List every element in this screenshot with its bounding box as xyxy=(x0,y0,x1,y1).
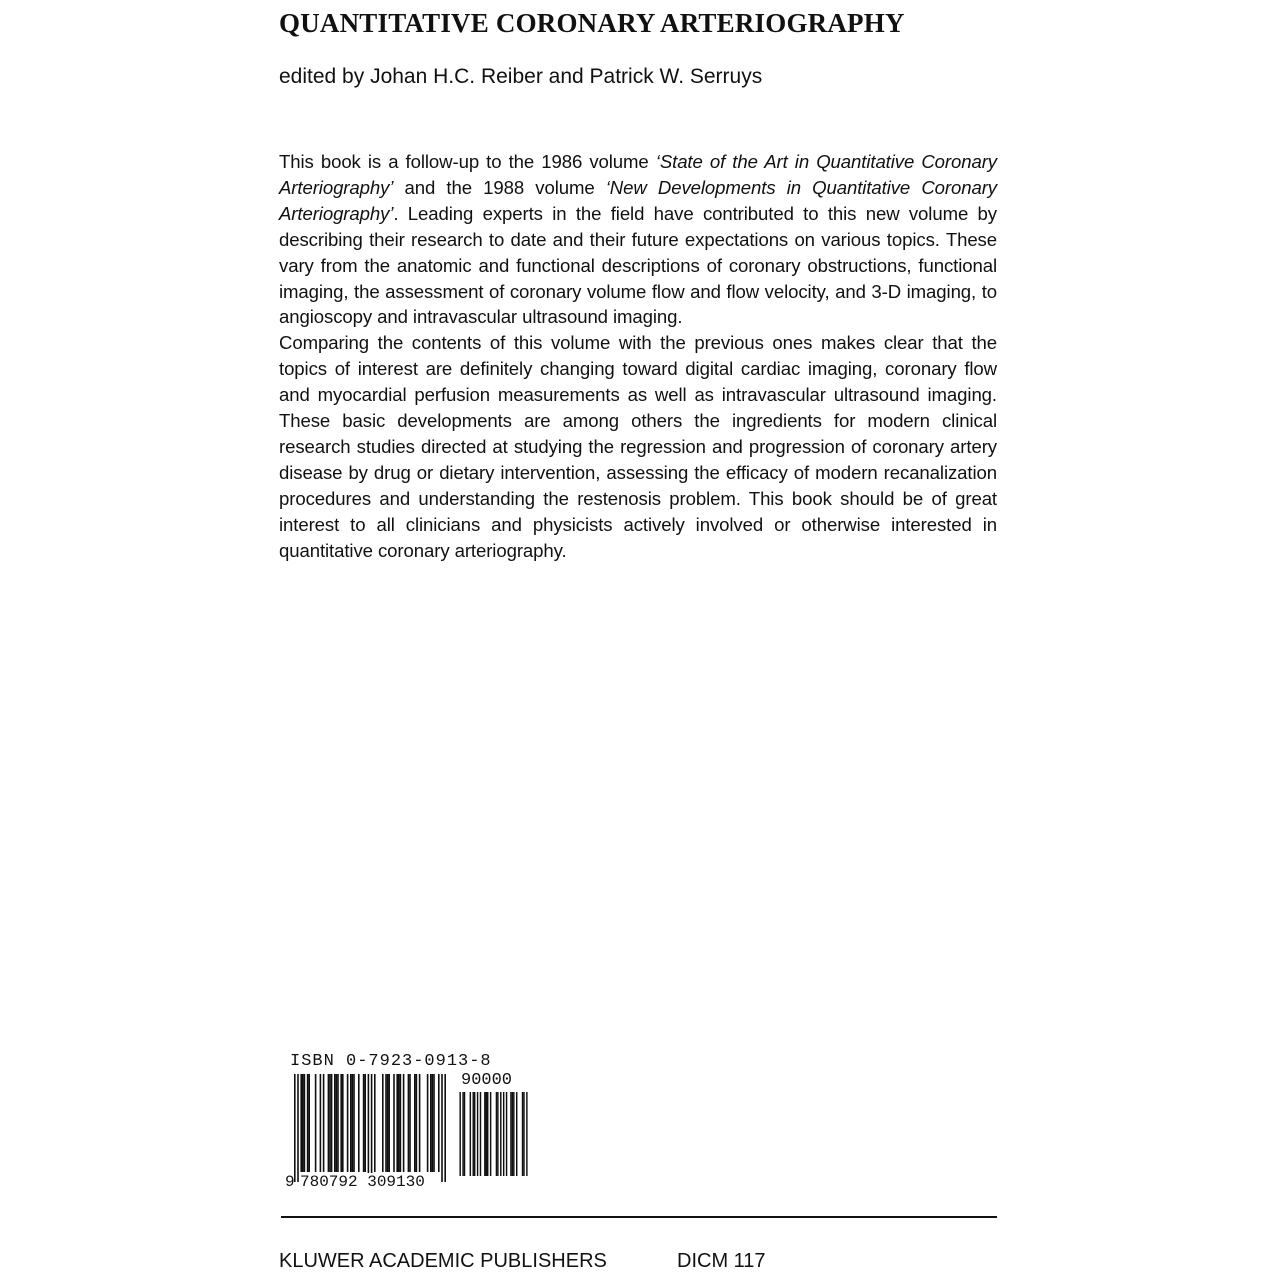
barcode-bar xyxy=(347,1074,349,1172)
addon-bar xyxy=(523,1092,524,1176)
barcode-bar xyxy=(328,1074,330,1172)
barcode-bar xyxy=(350,1074,352,1172)
addon-bar xyxy=(470,1092,471,1176)
barcode-bar xyxy=(430,1074,432,1172)
addon-bar xyxy=(474,1092,475,1176)
addon-bar xyxy=(484,1092,485,1176)
barcode-bar xyxy=(387,1074,389,1172)
addon-bar xyxy=(510,1092,511,1176)
barcode-bar xyxy=(388,1074,390,1172)
barcode-bar xyxy=(336,1074,338,1172)
barcode-bar xyxy=(403,1074,405,1172)
addon-bar xyxy=(496,1092,497,1176)
barcode-bar xyxy=(358,1074,360,1172)
italic-book-reference: ‘New Developments in Quantitative Coronary Arteriography’ xyxy=(279,176,997,224)
editors-line: edited by Johan H.C. Reiber and Patrick W. Serruys xyxy=(279,65,763,88)
barcode-bar xyxy=(337,1074,339,1172)
barcode-bar xyxy=(331,1074,333,1172)
barcode-bar xyxy=(432,1074,434,1172)
barcode-bar xyxy=(334,1074,336,1172)
addon-bar xyxy=(500,1092,501,1176)
addon-bar xyxy=(516,1092,517,1176)
ean-barcode xyxy=(288,1074,448,1186)
barcode-bar xyxy=(340,1074,342,1172)
description-paragraph-1 xyxy=(279,149,997,330)
addon-bar xyxy=(459,1092,460,1176)
barcode-guard-bar xyxy=(441,1074,443,1182)
description-text-run: This book is a follow-up to the 1986 volume xyxy=(279,151,656,172)
addon-bar xyxy=(490,1092,491,1176)
barcode-bar xyxy=(433,1074,435,1172)
barcode-bar xyxy=(304,1074,306,1172)
barcode-bar xyxy=(353,1074,355,1172)
addon-bar xyxy=(497,1092,498,1176)
barcode-bar xyxy=(352,1074,354,1172)
barcode-guard-bar xyxy=(368,1074,370,1182)
barcode-bar xyxy=(342,1074,344,1172)
addon-bar xyxy=(462,1092,463,1176)
description-text-run: and the 1988 volume xyxy=(393,176,606,198)
barcode-addon-digits: 90000 xyxy=(461,1071,513,1090)
footer-divider xyxy=(281,1216,997,1218)
barcode-guard-bar xyxy=(294,1074,296,1182)
addon-bar xyxy=(526,1092,527,1176)
barcode-bar xyxy=(438,1074,440,1172)
barcode-guard-bar xyxy=(371,1074,373,1182)
barcode-bar xyxy=(400,1074,402,1172)
description-text-run: . Leading experts in the field have contributed to this new volume by describing their research to date and their future expectations on various topics. These vary from the anatomic and functional descriptions of coronary obstructions, functional imaging, the assessment of coronary volume flow and flow velocity, and 3-D imaging, to angioscopy and intravascular ultrasound imaging. xyxy=(279,202,997,328)
barcode-bar xyxy=(329,1074,331,1172)
barcode-bar xyxy=(382,1074,384,1172)
addon-bar xyxy=(506,1092,507,1176)
barcode-bar xyxy=(363,1074,365,1172)
publisher-name: KLUWER ACADEMIC PUBLISHERS xyxy=(279,1250,607,1272)
barcode-bar xyxy=(419,1074,421,1172)
book-title: QUANTITATIVE CORONARY ARTERIOGRAPHY xyxy=(279,8,905,38)
barcode-bar xyxy=(320,1074,322,1172)
addon-bar xyxy=(486,1092,487,1176)
barcode-bar xyxy=(308,1074,310,1172)
barcode-bar xyxy=(364,1074,366,1172)
barcode-bar xyxy=(300,1074,302,1172)
barcode-bar xyxy=(302,1074,304,1172)
series-number: DICM 117 xyxy=(677,1250,766,1272)
book-description xyxy=(279,149,997,564)
isbn-label: ISBN 0-7923-0913-8 xyxy=(290,1052,492,1071)
addon-bar xyxy=(512,1092,513,1176)
ean-first-digit: 9 xyxy=(285,1173,295,1191)
addon-bar xyxy=(487,1092,488,1176)
barcode-bar xyxy=(409,1074,411,1172)
addon-bar xyxy=(522,1092,523,1176)
barcode-bar xyxy=(385,1074,387,1172)
barcode-bar xyxy=(414,1074,416,1172)
barcode-bar xyxy=(408,1074,410,1172)
addon-bar xyxy=(513,1092,514,1176)
barcode-bar xyxy=(315,1074,317,1172)
addon-barcode xyxy=(458,1092,530,1176)
barcode-bar xyxy=(374,1074,376,1172)
barcode-guard-bar xyxy=(297,1074,299,1182)
addon-bar xyxy=(477,1092,478,1176)
barcode-bar xyxy=(398,1074,400,1172)
addon-bar xyxy=(473,1092,474,1176)
barcode-bar xyxy=(427,1074,429,1172)
addon-bar xyxy=(503,1092,504,1176)
barcode-bar xyxy=(323,1074,325,1172)
addon-bar xyxy=(464,1092,465,1176)
barcode-bar xyxy=(307,1074,309,1172)
barcode-bar xyxy=(393,1074,395,1172)
addon-bar xyxy=(480,1092,481,1176)
barcode-guard-bar xyxy=(444,1074,446,1182)
barcode-bar xyxy=(396,1074,398,1172)
italic-book-reference: ‘State of the Art in Quantitative Coronary Arteriography’ xyxy=(279,151,998,198)
description-paragraph-2: Comparing the contents of this volume with the previous ones makes clear that the topics of interest are definitely changing toward digital cardiac imaging, coronary flow and myocardial perfusion measurements as well as intravascular ultrasound imaging. These basic developments are among others the ingredients for modern clinical research studies directed at studying the regression and progression of coronary artery disease by drug or dietary intervention, assessing the efficacy of modern recanalization procedures and understanding the restenosis problem. This book should be of great interest to all clinicians and physicists actively involved or otherwise interested in quantitative coronary arteriography. xyxy=(279,332,997,561)
ean-digits: 780792 309130 xyxy=(300,1173,425,1191)
barcode-bar xyxy=(416,1074,418,1172)
